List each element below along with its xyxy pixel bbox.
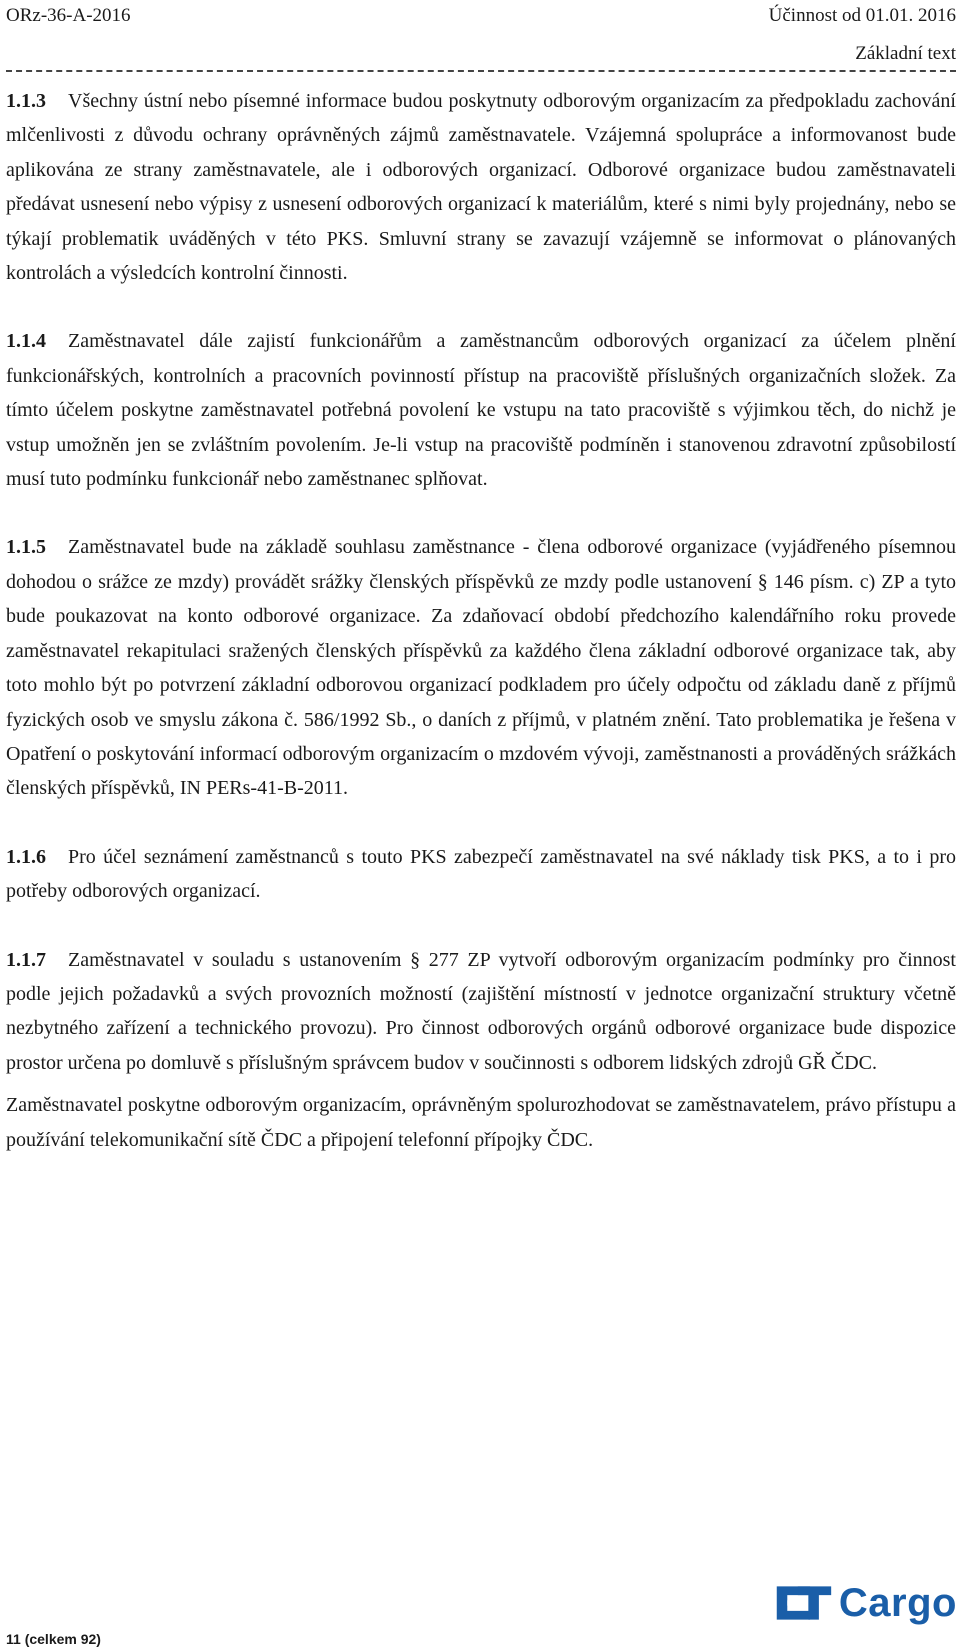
page-number: 11 (celkem 92)	[6, 1631, 101, 1647]
paragraph-text: Všechny ústní nebo písemné informace budou poskytnuty odborovým organizacím za předpokladu zachování mlčenlivosti z důvodu ochrany oprávněných zájmů zaměstnavatele. Vzájemná spolupráce a informovanost bude aplikována ze strany zaměstnavatele, ale i odborových organizací. Odborové organizace budou zaměstnavateli předávat usnesení nebo výpisy z usnesení odborových organizací k materiálům, které s nimi byly projednány, nebo se týkají problematik uváděných v této PKS. Smluvní strany se zavazují vzájemně se informovat o plánovaných kontrolách a výsledcích kontrolní činnosti.	[6, 90, 956, 285]
closing-paragraph: Zaměstnavatel poskytne odborovým organizacím, oprávněným spolurozhodovat se zaměstnavatelem, právo přístupu a používání telekomunikační sítě ČDC a připojení telefonní přípojky ČDC.	[6, 1094, 956, 1151]
effective-date: Účinnost od 01.01. 2016	[768, 5, 956, 26]
paragraph-text: Zaměstnavatel bude na základě souhlasu zaměstnance - člena odborové organizace (vyjádřeného písemnou dohodou o srážce ze mzdy) provádět srážky členských příspěvků ze mzdy podle ustanovení § 146 písm. c) ZP a tyto bude poukazovat na konto odborové organizace. Za zdaňovací období předchozího kalendářního roku provede zaměstnavatel rekapitulaci sražených členských příspěvků za každého člena základní odborové organizace tak, aby toto mohlo být po potvrzení základní odborovou organizací podkladem pro účely odpočtu od základu daně z příjmů fyzických osob ve smyslu zákona č. 586/1992 Sb., o daních z příjmů, v platném znění. Tato problematika je řešena v Opatření o poskytování informací odborovým organizacím o mzdovém vývoji, zaměstnanosti a prováděných srážkách členských příspěvků, IN PERs-41-B-2011.	[6, 536, 956, 800]
paragraph-1-1-6	[6, 840, 956, 909]
paragraph-number: 1.1.7	[6, 948, 46, 971]
paragraph-number: 1.1.3	[6, 90, 46, 112]
paragraph-1-1-3	[6, 84, 956, 290]
header-row	[6, 4, 956, 28]
cd-cargo-logo	[775, 1578, 957, 1628]
section-label: Základní text	[855, 43, 956, 64]
paragraph-text: Pro účel seznámení zaměstnanců s touto PKS zabezpečí zaměstnavatel na své náklady tisk PKS, a to i pro potřeby odborových organizací.	[6, 845, 956, 903]
document-body	[6, 84, 956, 1157]
paragraph-number: 1.1.6	[6, 845, 46, 868]
spacer	[6, 909, 956, 943]
spacer	[6, 806, 956, 840]
header-divider	[6, 70, 956, 72]
paragraph-1-1-5	[6, 530, 956, 805]
paragraph-text: Zaměstnavatel dále zajistí funkcionářům a zaměstnancům odborových organizací za účelem plnění funkcionářských, kontrolních a pracovních povinností přístup na pracoviště příslušných organizačních složek. Za tímto účelem poskytne zaměstnavatel potřebná povolení ke vstupu na tato pracoviště s výjimkou těch, do nichž je vstup umožněn jen se zvláštním povolením. Je-li vstup na pracoviště podmíněn i stanovenou zdravotní způsobilostí musí tuto podmínku funkcionář nebo zaměstnanec splňovat.	[6, 330, 956, 491]
paragraph-number: 1.1.4	[6, 330, 46, 353]
paragraph-1-1-7	[6, 943, 956, 1081]
paragraph-1-1-4	[6, 324, 956, 496]
document-id: ORz-36-A-2016	[6, 5, 131, 26]
spacer	[6, 496, 956, 530]
spacer	[6, 1080, 956, 1088]
cd-logo-icon	[775, 1580, 833, 1626]
paragraph-text: Zaměstnavatel v souladu s ustanovením § 277 ZP vytvoří odborovým organizacím podmínky pro činnost podle jejich požadavků a svých provozních možností (zajištění místností v jednotce organizační struktury včetně nezbytného zařízení a technického provozu). Pro činnost odborových orgánů odborové organizace bude dispozice prostor určena po domluvě s příslušným správcem budov v součinnosti s odborem lidských zdrojů GŘ ČDC.	[6, 948, 956, 1074]
logo-wordmark: Cargo	[838, 1581, 957, 1625]
page-header	[6, 4, 956, 84]
spacer	[6, 290, 956, 324]
paragraph-number: 1.1.5	[6, 536, 46, 559]
